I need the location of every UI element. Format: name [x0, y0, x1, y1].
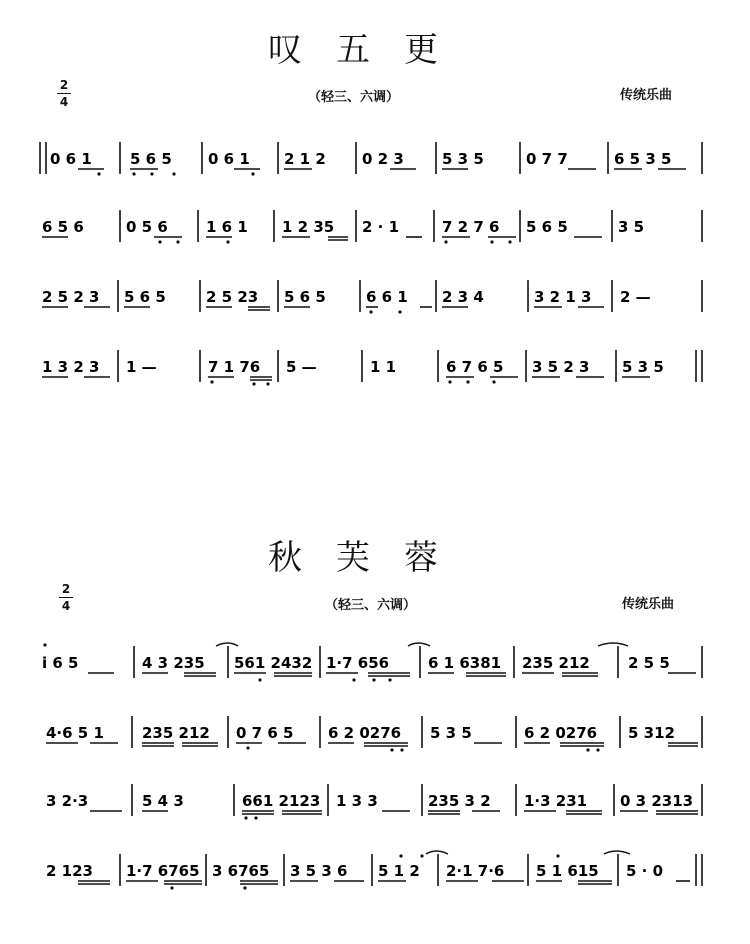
- note: 7 2 7 6: [442, 218, 500, 236]
- note: i 6 5: [42, 654, 79, 672]
- score-line: [38, 138, 714, 178]
- time-signature: [59, 582, 73, 613]
- note: 1·7 6765: [126, 862, 200, 880]
- note: 4 3 235: [142, 654, 205, 672]
- note: 661 2123: [242, 792, 321, 810]
- note: 5 —: [286, 358, 317, 376]
- note: 1 3 3: [336, 792, 378, 810]
- note: 5 1 615: [536, 862, 599, 880]
- note: 5 6 5: [284, 288, 326, 306]
- score-line: [38, 850, 714, 890]
- note: 0 7 7: [526, 150, 568, 168]
- note: 3 2·3: [46, 792, 89, 810]
- note: 5 1 2: [378, 862, 420, 880]
- note: 2·1 7·6: [446, 862, 505, 880]
- note: 5 3 5: [442, 150, 484, 168]
- note: 0 6 1: [50, 150, 92, 168]
- note: 0 6 1: [208, 150, 250, 168]
- note: 235 3 2: [428, 792, 491, 810]
- note: 2 3 4: [442, 288, 484, 306]
- time-signature-numerator: 2: [61, 582, 71, 596]
- note: 2 123: [46, 862, 93, 880]
- piece-title: 叹五更: [268, 30, 472, 70]
- note: 2 —: [620, 288, 651, 306]
- note: 5 3 5: [622, 358, 664, 376]
- score-line: [38, 780, 714, 820]
- key-indication: （轻三、六调）: [308, 90, 400, 105]
- note: 6 2 0276: [524, 724, 598, 742]
- score-line: [38, 642, 714, 682]
- time-signature-denominator: 4: [61, 599, 71, 613]
- note: 6 2 0276: [328, 724, 402, 742]
- note: 3 6765: [212, 862, 270, 880]
- note: 5 6 5: [526, 218, 568, 236]
- key-indication: （轻三、六调）: [325, 598, 417, 613]
- note: 1 1: [370, 358, 397, 376]
- note: 2 5 23: [206, 288, 259, 306]
- note: 6 5 6: [42, 218, 84, 236]
- note: 0 2 3: [362, 150, 404, 168]
- score-line: [38, 206, 714, 246]
- note: 6 6 1: [366, 288, 408, 306]
- time-signature-denominator: 4: [59, 95, 69, 109]
- note: 5 6 5: [124, 288, 166, 306]
- note: 2 · 1: [362, 218, 400, 236]
- note: 6 1 6381: [428, 654, 502, 672]
- note: 2 1 2: [284, 150, 326, 168]
- note: 5 6 5: [130, 150, 172, 168]
- note: 0 5 6: [126, 218, 168, 236]
- score-line: [38, 276, 714, 316]
- note: 1 —: [126, 358, 157, 376]
- score-line: [38, 346, 714, 386]
- note: 2 5 5: [628, 654, 670, 672]
- composer-credit: 传统乐曲: [620, 88, 673, 103]
- note: 5 312: [628, 724, 675, 742]
- note: 2 5 2 3: [42, 288, 100, 306]
- note: 3 5: [618, 218, 645, 236]
- note: 1·7 656: [326, 654, 390, 672]
- note: 0 7 6 5: [236, 724, 294, 742]
- note: 5 · 0: [626, 862, 664, 880]
- note: 0 3 2313: [620, 792, 694, 810]
- note: 3 2 1 3: [534, 288, 592, 306]
- note: 3 5 2 3: [532, 358, 590, 376]
- note: 235 212: [522, 654, 590, 672]
- note: 5 3 5: [430, 724, 472, 742]
- piece-title: 秋芙蓉: [268, 538, 472, 578]
- score-line: [38, 712, 714, 752]
- note: 5 4 3: [142, 792, 184, 810]
- note: 1 2 35: [282, 218, 335, 236]
- note: 561 2432: [234, 654, 313, 672]
- note: 7 1 76: [208, 358, 261, 376]
- composer-credit: 传统乐曲: [622, 597, 675, 612]
- note: 3 5 3 6: [290, 862, 348, 880]
- note: 1 6 1: [206, 218, 248, 236]
- note: 6 7 6 5: [446, 358, 504, 376]
- note: 1 3 2 3: [42, 358, 100, 376]
- note: 6 5 3 5: [614, 150, 672, 168]
- note: 1·3 231: [524, 792, 588, 810]
- note: 4·6 5 1: [46, 724, 104, 742]
- time-signature-numerator: 2: [59, 78, 69, 92]
- time-signature: [57, 78, 71, 109]
- note: 235 212: [142, 724, 210, 742]
